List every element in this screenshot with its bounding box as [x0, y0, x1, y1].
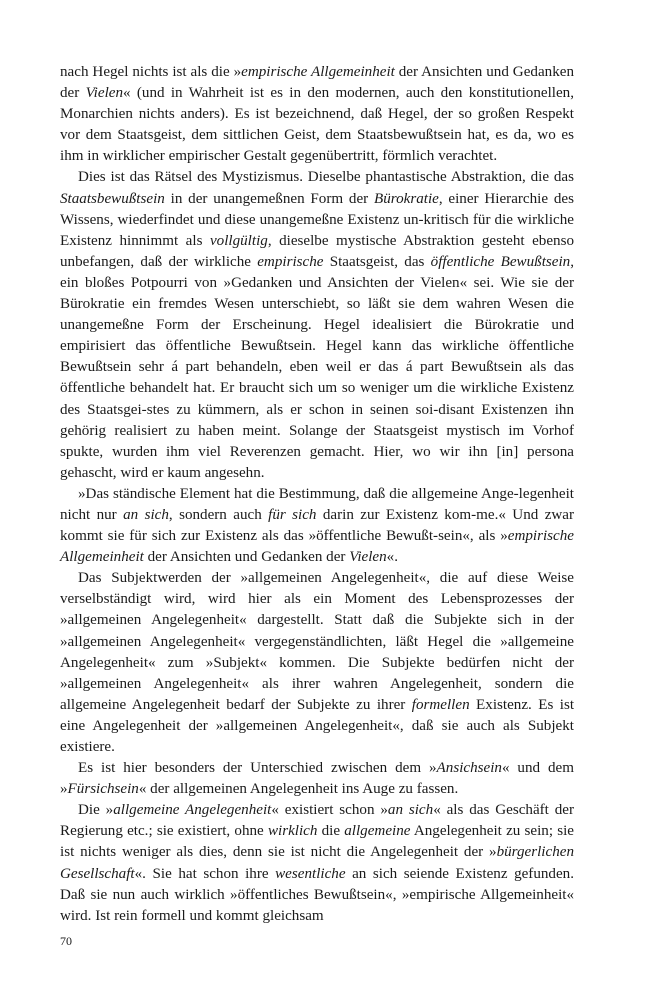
text-run: , einer Hierarchie des Wissens, wiederfindet und diese unangemeßne Existenz un-kritisch für die wirkliche Existenz hinnimmt als [60, 190, 574, 249]
text-run: Staatsgeist, das [323, 253, 431, 270]
italic-text: allgemeine [344, 823, 411, 840]
text-run: , sondern auch [168, 506, 269, 523]
italic-text: empirische Allgemeinheit [60, 528, 574, 566]
text-run: an sich seiende Existenz gefunden. Daß sie nun auch wirklich »öffentliches Bewußtsein«, »empirische Allgemeinheit« wird. Ist rein formell und kommt gleichsam [60, 865, 574, 924]
paragraph [60, 800, 574, 927]
text-run: nach Hegel nichts ist als die » [60, 64, 242, 80]
italic-text: empirische [257, 253, 324, 270]
text-run: die [317, 823, 345, 840]
italic-text: an sich [387, 802, 434, 819]
italic-text: formellen [411, 696, 470, 713]
italic-text: Vielen [349, 549, 387, 566]
italic-text: Staatsbewußtsein [60, 190, 165, 207]
text-run: Angelegenheit zu sein; sie ist nichts weniger als dies, denn sie ist nicht die Angelegenheit der » [60, 823, 574, 861]
italic-text: vollgültig [209, 232, 268, 249]
text-run: Es ist hier besonders der Unterschied zwischen dem » [78, 760, 437, 777]
italic-text: bürgerlichen Gesellschaft [60, 844, 574, 882]
text-run: «. Sie hat schon ihre [134, 865, 276, 882]
paragraph [60, 484, 574, 568]
text-run: « existiert schon » [271, 802, 388, 819]
text-run: »Das ständische Element hat die Bestimmung, daß die allgemeine Ange-legenheit nicht nur [60, 485, 574, 523]
italic-text: Vielen [85, 85, 124, 102]
italic-text: empirische Allgemeinheit [241, 64, 395, 80]
text-run: der Ansichten und Gedanken der [143, 549, 350, 566]
text-run: , dieselbe mystische Abstraktion gesteht ebenso unbefangen, daß der wirkliche [60, 232, 575, 270]
text-run: , ein bloßes Potpourri von »Gedanken und Ansichten der Vielen« sei. Wie sie der Bürokratie ein fremdes Wesen unterschiebt, so läßt sie dem wahren Wesen die unangemeßne Form der Erscheinung. Hegel idealisiert die Bürokratie und empirisiert das öffentliche Bewußtsein. Hegel kann das wirkliche öffentliche Bewußtsein sehr á part behandeln, eben weil er das á part Bewußtsein als das öffentliche behandelt hat. Er braucht sich um so weniger um die wirkliche Existenz des Staatsgei-stes zu kümmern, als er schon in seinen soi-disant Existenzen ihn gehörig realisiert zu haben meint. Solange der Staatsgeist mystisch im Vorhof spukte, wurden ihm viel Reverenzen gemacht. Hier, wo wir ihn [in] persona gehascht, wird er kaum angesehn. [60, 253, 574, 481]
italic-text: wirklich [267, 823, 318, 840]
text-run: Dies ist das Rätsel des Mystizismus. Dieselbe phantastische Abstraktion, die das [78, 169, 574, 186]
italic-text: wesentliche [275, 865, 346, 882]
text-run: « (und in Wahrheit ist es in den modernen, auch den konstitutionellen, Monarchien nichts anders). Es ist bezeichnend, daß Hegel, der so großen Respekt vor dem Staatsgeist, dem sittlichen Geist, dem Staatsbewußtsein hat, es da, wo es ihm in wirklicher empirischer Gestalt gegenübertritt, förmlich verachtet. [60, 85, 574, 165]
text-run: «. [386, 549, 398, 566]
paragraph [60, 62, 574, 167]
text-run: Existenz. Es ist eine Angelegenheit der »allgemeinen Angelegenheit«, daß sie auch als Subjekt existiere. [60, 696, 575, 755]
page-number: 70 [60, 934, 72, 948]
italic-text: für sich [268, 506, 317, 523]
text-run: darin zur Existenz kom-me.« Und zwar kommt sie für sich zur Existenz als das »öffentliche Bewußt-sein«, als » [60, 506, 575, 545]
text-run: Die » [78, 802, 114, 819]
text-run: Das Subjektwerden der »allgemeinen Angelegenheit«, die auf diese Weise verselbständigt wird, wird hier als ein Moment des Lebensprozesses der »allgemeinen Angelegenheit« dargestellt. Statt daß die Subjekte sich in der »allgemeinen Angelegenheit« vergegenständlichten, läßt Hegel die »allgemeine Angelegenheit« zum »Subjekt« kommen. Die Subjekte bedürfen nicht der »allgemeinen Angelegenheit« als ihrer wahren Angelegenheit, sondern die allgemeine Angelegenheit bedarf der Subjekte zu ihrer [60, 570, 574, 713]
text-run: der Ansichten und Gedanken der [60, 64, 574, 102]
body-text [60, 62, 574, 927]
italic-text: allgemeine Angelegenheit [113, 802, 272, 819]
italic-text: Bürokratie [374, 190, 439, 207]
italic-text: an sich [123, 506, 169, 523]
text-run: in der unangemeßnen Form der [164, 190, 374, 207]
italic-text: öffentliche Bewußtsein [430, 253, 571, 270]
italic-text: Ansichsein [436, 760, 502, 777]
text-run: « der allgemeinen Angelegenheit ins Auge zu fassen. [138, 781, 459, 798]
text-run: « und dem » [60, 760, 574, 798]
text-run: « als das Geschäft der Regierung etc.; sie existiert, ohne [60, 802, 574, 840]
paragraph [60, 167, 574, 483]
paragraph [60, 758, 574, 800]
italic-text: Fürsichsein [67, 781, 139, 798]
paragraph [60, 568, 574, 758]
